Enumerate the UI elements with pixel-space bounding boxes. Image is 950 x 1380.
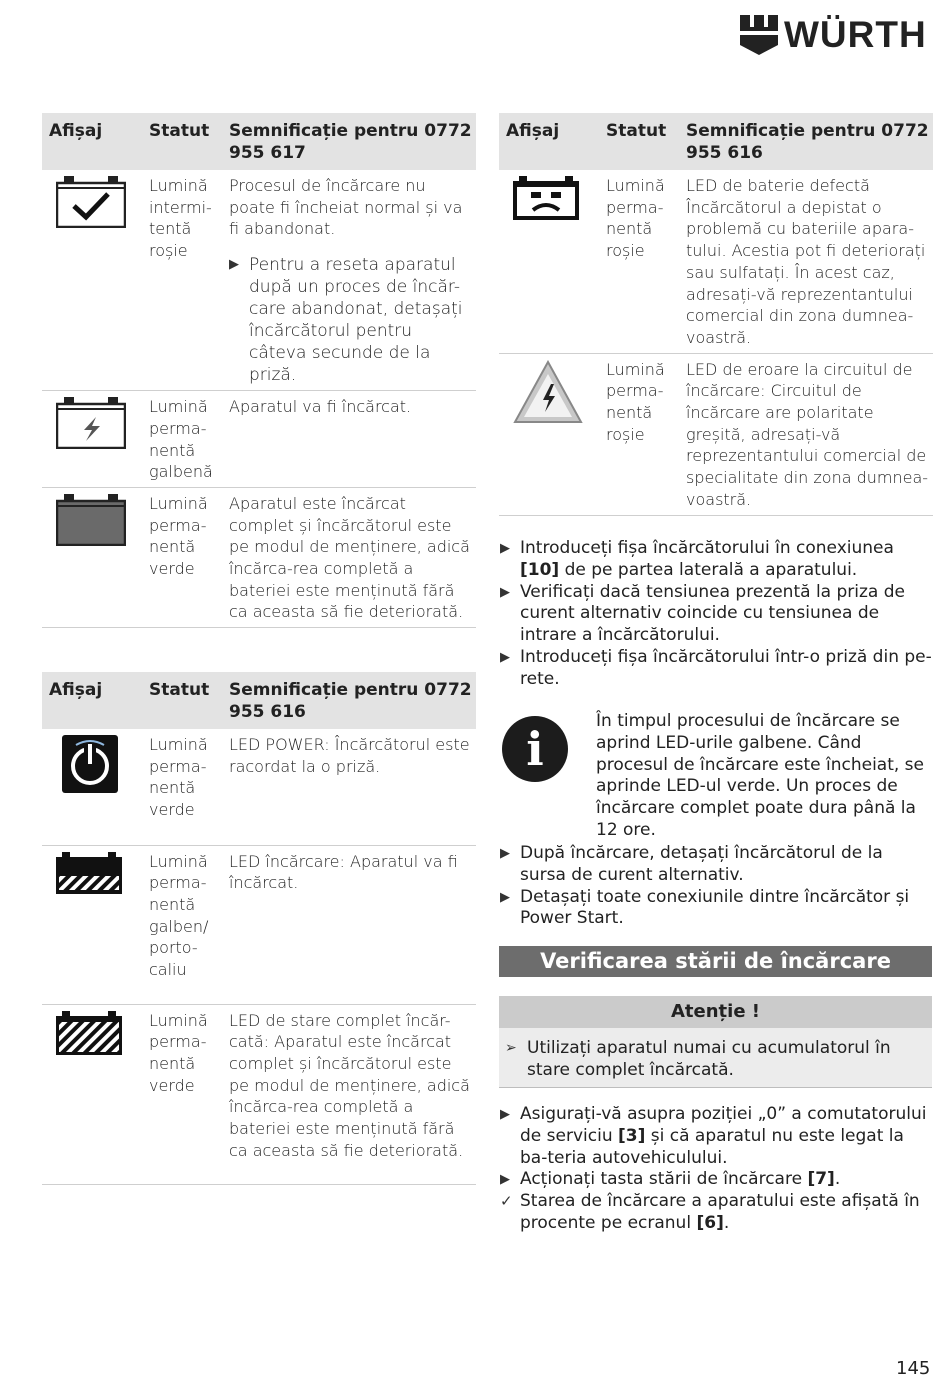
row-meaning: LED de stare complet încăr-cată: Aparatul este încărcat complet și încărcătorul este pe modul de menținere, adică încărca-rea completă a bateriei este menținută fără ca aceasta să fie deteriorată. (222, 1004, 476, 1184)
step-text: Starea de încărcare a aparatului este afișată în procente pe ecranul (520, 1191, 920, 1233)
row-status: Lumină perma-nentă verde (142, 1004, 222, 1184)
header-meaning: Semnificație pentru 0772 955 616 (222, 672, 476, 729)
table-row (499, 170, 933, 353)
triangle-bullet-icon: ▶ (500, 889, 510, 905)
check-icon: ✓ (500, 1192, 513, 1211)
wurth-logo (740, 14, 927, 56)
list-item (500, 1191, 932, 1235)
step-ref: [10] (520, 559, 560, 580)
page-number: 145 (896, 1358, 931, 1379)
status-table-616-a (42, 672, 476, 1185)
battery-check-icon (56, 176, 126, 228)
step-text-end: . (723, 1212, 730, 1233)
row-meaning: LED de eroare la circuitul de încărcare: Circuitul de încărcare are polaritate greșită, adresați-vă reprezentantului comercial de specialitate din zona dumnea-voastră. (679, 353, 933, 515)
row-meaning: LED de baterie defectă Încărcătorul a depistat o problemă cu bateriile apara-tului. Acestia pot fi deteriorați sau sulfatați. În acest caz, adresați-vă reprezentantului comercial din zona dumnea-voastră. (679, 170, 933, 353)
row-status: Lumină perma-nentă verde (142, 487, 222, 627)
row-meaning: LED POWER: Încărcătorul este racordat la o priză. (222, 729, 476, 845)
triangle-bullet-icon: ▶ (500, 541, 510, 556)
reset-note (229, 254, 472, 386)
triangle-bullet-icon: ▶ (500, 846, 510, 861)
triangle-bullet-icon: ▶ (500, 584, 510, 600)
list-item (500, 843, 932, 887)
warning-voltage-icon (513, 360, 583, 426)
step-text-end: . (834, 1169, 841, 1190)
list-item (500, 1169, 932, 1191)
row-status: Lumină perma-nentă galbenă (142, 391, 222, 488)
list-item (500, 582, 932, 647)
row-meaning: Aparatul este încărcat complet și încărcătorul este pe modul de menținere, adică încărca-rea completă a bateriei este menținută fără ca aceasta să fie deteriorată. (222, 487, 476, 627)
row-meaning: Aparatul va fi încărcat. (222, 391, 476, 488)
battery-full-striped-icon (56, 1011, 122, 1055)
warning-text: Utilizați aparatul numai cu acumulatorul în stare complet încărcată. (527, 1038, 891, 1080)
step-text: Introduceți fișa încărcătorului într-o priză din pe-rete. (520, 646, 932, 689)
header-meaning: Semnificație pentru 0772 955 616 (679, 113, 933, 170)
connect-steps (500, 538, 932, 691)
row-status: Lumină perma-nentă verde (142, 729, 222, 845)
step-ref: [3] (618, 1125, 646, 1146)
step-ref: [6] (696, 1212, 724, 1233)
table-row (42, 845, 476, 1004)
header-status: Statut (142, 113, 222, 170)
list-item (500, 1104, 932, 1169)
triangle-bullet-icon: ▶ (500, 1107, 510, 1122)
chevron-right-icon: ➢ (505, 1040, 517, 1056)
row-meaning: LED încărcare: Aparatul va fi încărcat. (222, 845, 476, 1004)
status-table-617 (42, 113, 476, 628)
row-status: Lumină intermi-tentă roșie (142, 170, 222, 391)
check-steps (500, 1104, 932, 1235)
header-status: Statut (599, 113, 679, 170)
wurth-logo-text: WÜRTH (784, 14, 927, 55)
table-row (42, 391, 476, 488)
list-item (500, 887, 932, 931)
header-display: Afișaj (42, 113, 142, 170)
info-icon: i (502, 716, 568, 782)
header-display: Afișaj (42, 672, 142, 729)
step-text-end: și că aparatul nu este legat la ba-teria autovehiculului. (520, 1125, 904, 1168)
step-ref: [7] (807, 1169, 835, 1190)
table-row (42, 487, 476, 627)
warning-box (499, 996, 932, 1088)
step-text: Acționați tasta stării de încărcare (520, 1169, 808, 1190)
warning-title: Atenție ! (499, 996, 932, 1028)
row-status: Lumină perma-nentă roșie (599, 353, 679, 515)
battery-charging-icon (56, 852, 122, 894)
triangle-bullet-icon: ▶ (229, 257, 239, 273)
header-meaning: Semnificație pentru 0772 955 617 (222, 113, 476, 170)
info-note-text: În timpul procesului de încărcare se aprind LED-urile galbene. Când procesul de încărcare este încheiat, se aprinde LED-ul verde. Un proces de încărcare complet poate dura până la 12 ore. (596, 711, 924, 840)
battery-lightning-icon (56, 397, 126, 449)
status-table-616-b (499, 113, 933, 516)
list-item (500, 647, 932, 691)
table-row (42, 729, 476, 845)
step-text-end: de pe partea laterală a aparatului. (559, 559, 858, 580)
table-row (499, 353, 933, 515)
header-status: Statut (142, 672, 222, 729)
info-note (500, 711, 936, 842)
header-display: Afișaj (499, 113, 599, 170)
row-status: Lumină perma-nentă roșie (599, 170, 679, 353)
table-row (42, 170, 476, 391)
disconnect-steps (500, 843, 932, 930)
battery-full-icon (56, 494, 126, 546)
row-meaning: Procesul de încărcare nu poate fi încheiat normal și va fi abandonat. (229, 176, 463, 239)
step-text: Detașați toate conexiunile dintre încărcător și Power Start. (520, 886, 910, 929)
power-icon (62, 735, 118, 793)
table-row (42, 1004, 476, 1184)
section-title: Verificarea stării de încărcare (499, 946, 932, 977)
triangle-bullet-icon: ▶ (500, 649, 510, 665)
step-text: Verificați dacă tensiunea prezentă la priza de curent alternativ coincide cu tensiunea de intrare a încărcătorului. (520, 581, 905, 646)
triangle-bullet-icon: ▶ (500, 1172, 510, 1188)
battery-defect-icon (513, 176, 579, 220)
wurth-logo-mark (740, 15, 778, 55)
step-text: Introduceți fișa încărcătorului în conexiunea (520, 538, 894, 558)
step-text: Asigurați-vă asupra poziției „0” a comutatorului de serviciu (520, 1104, 927, 1146)
step-text: După încărcare, detașați încărcătorul de la sursa de curent alternativ. (520, 843, 883, 885)
list-item (500, 538, 932, 582)
reset-note-text: Pentru a reseta aparatul după un proces de încăr-care abandonat, detașați încărcătorul pentru câteva secunde de la priză. (249, 255, 463, 386)
row-status: Lumină perma-nentă galben/ porto-caliu (142, 845, 222, 1004)
